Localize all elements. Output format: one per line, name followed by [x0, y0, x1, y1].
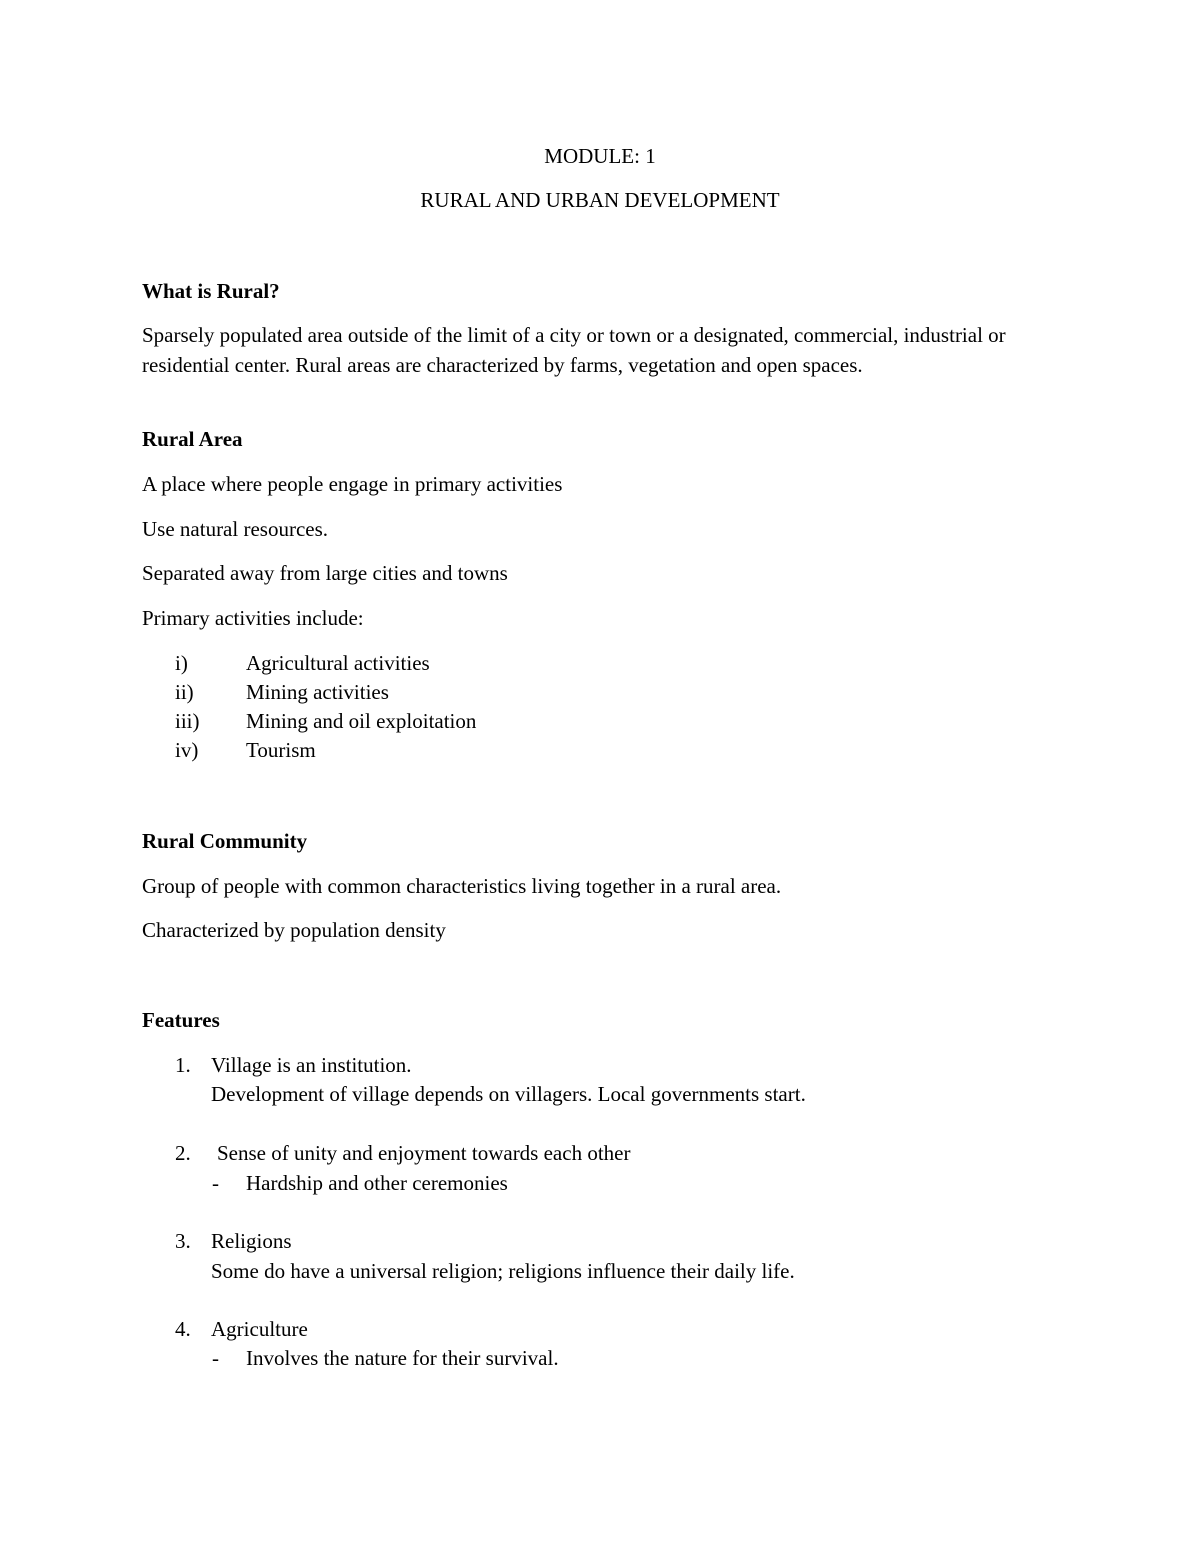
feature-detail: Involves the nature for their survival.: [246, 1346, 559, 1370]
list-number: 2.: [175, 1141, 191, 1165]
list-item: Mining activities: [246, 680, 389, 704]
page-title: RURAL AND URBAN DEVELOPMENT: [420, 188, 780, 212]
list-item: Mining and oil exploitation: [246, 709, 477, 733]
heading-rural-area: Rural Area: [142, 427, 243, 451]
heading-what-is-rural: What is Rural?: [142, 279, 280, 303]
list-marker: iv): [175, 738, 199, 762]
rural-community-line: Group of people with common characteristics living together in a rural area.: [142, 874, 782, 898]
heading-rural-community: Rural Community: [142, 829, 308, 853]
module-label: MODULE: 1: [544, 144, 656, 168]
rural-area-line: Separated away from large cities and towns: [142, 561, 508, 585]
list-number: 4.: [175, 1317, 191, 1341]
feature-title: Agriculture: [211, 1317, 308, 1341]
what-is-rural-body: Sparsely populated area outside of the limit of a city or town or a designated, commercial, industrial or residential center. Rural areas are characterized by farms, vegetation and open spaces.: [142, 323, 1006, 377]
bullet-dash: -: [212, 1171, 219, 1195]
heading-features: Features: [142, 1008, 220, 1032]
rural-area-line: Primary activities include:: [142, 606, 364, 630]
list-number: 1.: [175, 1053, 191, 1077]
list-item: Agricultural activities: [246, 651, 430, 675]
feature-detail: Some do have a universal religion; religions influence their daily life.: [211, 1259, 795, 1283]
rural-area-line: A place where people engage in primary activities: [142, 472, 563, 496]
bullet-dash: -: [212, 1346, 219, 1370]
list-number: 3.: [175, 1229, 191, 1253]
rural-area-line: Use natural resources.: [142, 517, 329, 541]
list-marker: i): [175, 651, 188, 675]
list-marker: iii): [175, 709, 200, 733]
feature-detail: Hardship and other ceremonies: [246, 1171, 508, 1195]
feature-detail: Development of village depends on villagers. Local governments start.: [211, 1082, 806, 1106]
feature-title: Sense of unity and enjoyment towards each other: [217, 1141, 631, 1165]
feature-title: Village is an institution.: [211, 1053, 412, 1077]
list-item: Tourism: [246, 738, 316, 762]
feature-title: Religions: [211, 1229, 292, 1253]
rural-community-line: Characterized by population density: [142, 918, 446, 942]
list-marker: ii): [175, 680, 194, 704]
